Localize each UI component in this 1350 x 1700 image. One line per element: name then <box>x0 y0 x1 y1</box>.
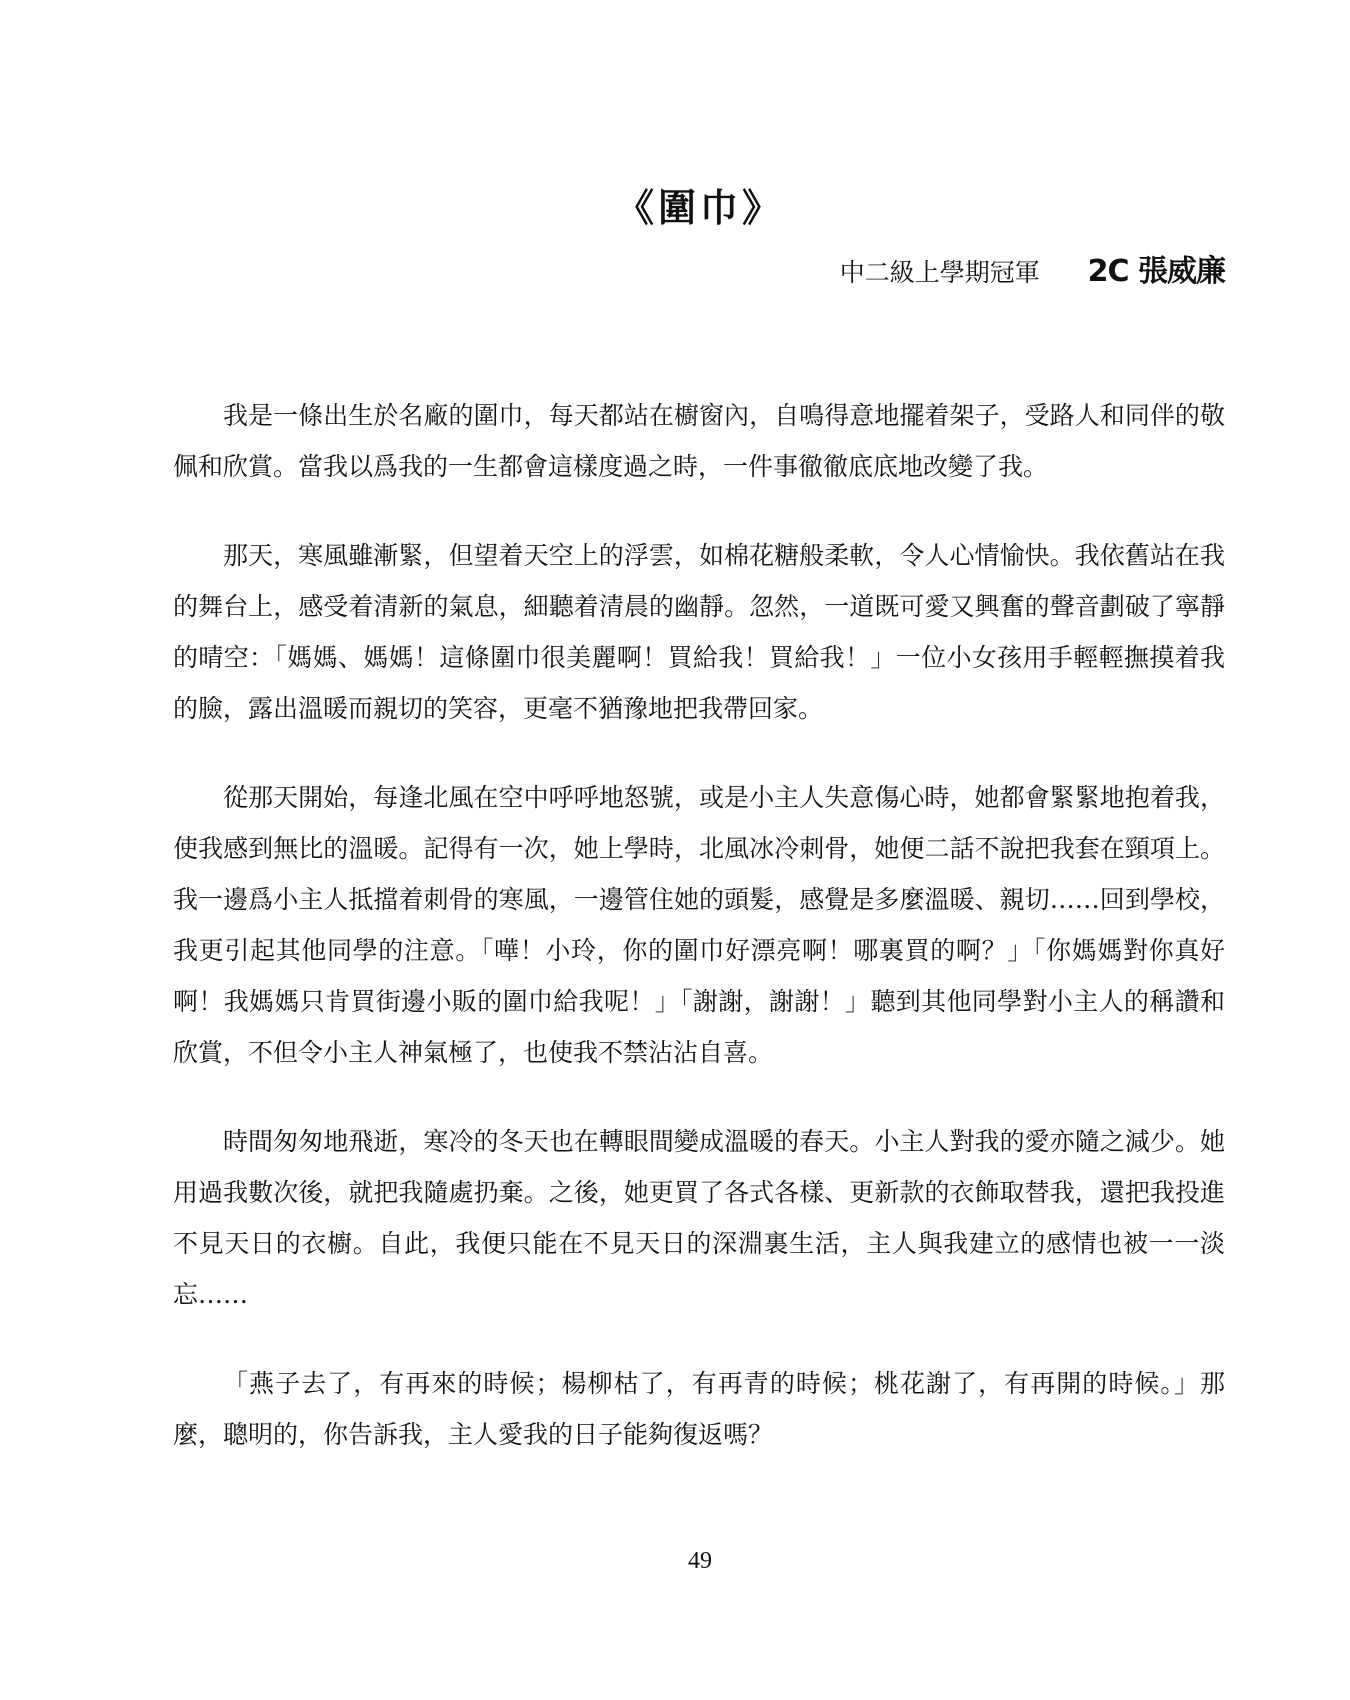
paragraph-3: 從那天開始，每逢北風在空中呼呼地怒號，或是小主人失意傷心時，她都會緊緊地抱着我，使我感到無比的溫暖。記得有一次，她上學時，北風冰冷刺骨，她便二話不說把我套在頸項上。我一邊爲小主人抵擋着刺骨的寒風，一邊管住她的頭髮，感覺是多麼溫暖、親切……回到學校，我更引起其他同學的注意。「嘩！小玲，你的圍巾好漂亮啊！哪裏買的啊？」「你媽媽對你真好啊！我媽媽只肯買街邊小販的圍巾給我呢！」「謝謝，謝謝！」聽到其他同學對小主人的稱讚和欣賞，不但令小主人神氣極了，也使我不禁沾沾自喜。 <box>173 783 1225 1067</box>
author-name: 2C 張威廉 <box>1087 254 1225 289</box>
paragraph-2: 那天，寒風雖漸緊，但望着天空上的浮雲，如棉花糖般柔軟，令人心情愉快。我依舊站在我的舞台上，感受着清新的氣息，細聽着清晨的幽靜。忽然，一道既可愛又興奮的聲音劃破了寧靜的晴空：「媽媽、媽媽！這條圍巾很美麗啊！買給我！買給我！」一位小女孩用手輕輕撫摸着我的臉，露出溫暖而親切的笑容，更毫不猶豫地把我帶回家。 <box>173 541 1225 723</box>
paragraph-4: 時間匆匆地飛逝，寒冷的冬天也在轉眼間變成溫暖的春天。小主人對我的愛亦隨之減少。她用過我數次後，就把我隨處扔棄。之後，她更買了各式各樣、更新款的衣飾取替我，還把我投進不見天日的衣櫥。自此，我便只能在不見天日的深淵裏生活，主人與我建立的感情也被一一淡忘…… <box>173 1127 1225 1309</box>
essay-title: 《圍巾》 <box>615 185 784 230</box>
paragraph-5: 「燕子去了，有再來的時候；楊柳枯了，有再青的時候；桃花謝了，有再開的時候。」那麼，聰明的，你告訴我，主人愛我的日子能夠復返嗎？ <box>173 1369 1225 1449</box>
page-number: 49 <box>688 1548 712 1574</box>
award-label: 中二級上學期冠軍 <box>839 258 1040 287</box>
essay-body <box>173 390 1225 1498</box>
paragraph-1: 我是一條出生於名廠的圍巾，每天都站在櫥窗內，自鳴得意地擺着架子，受路人和同伴的敬佩和欣賞。當我以爲我的一生都會這樣度過之時，一件事徹徹底底地改變了我。 <box>173 401 1225 481</box>
byline <box>840 252 1225 293</box>
